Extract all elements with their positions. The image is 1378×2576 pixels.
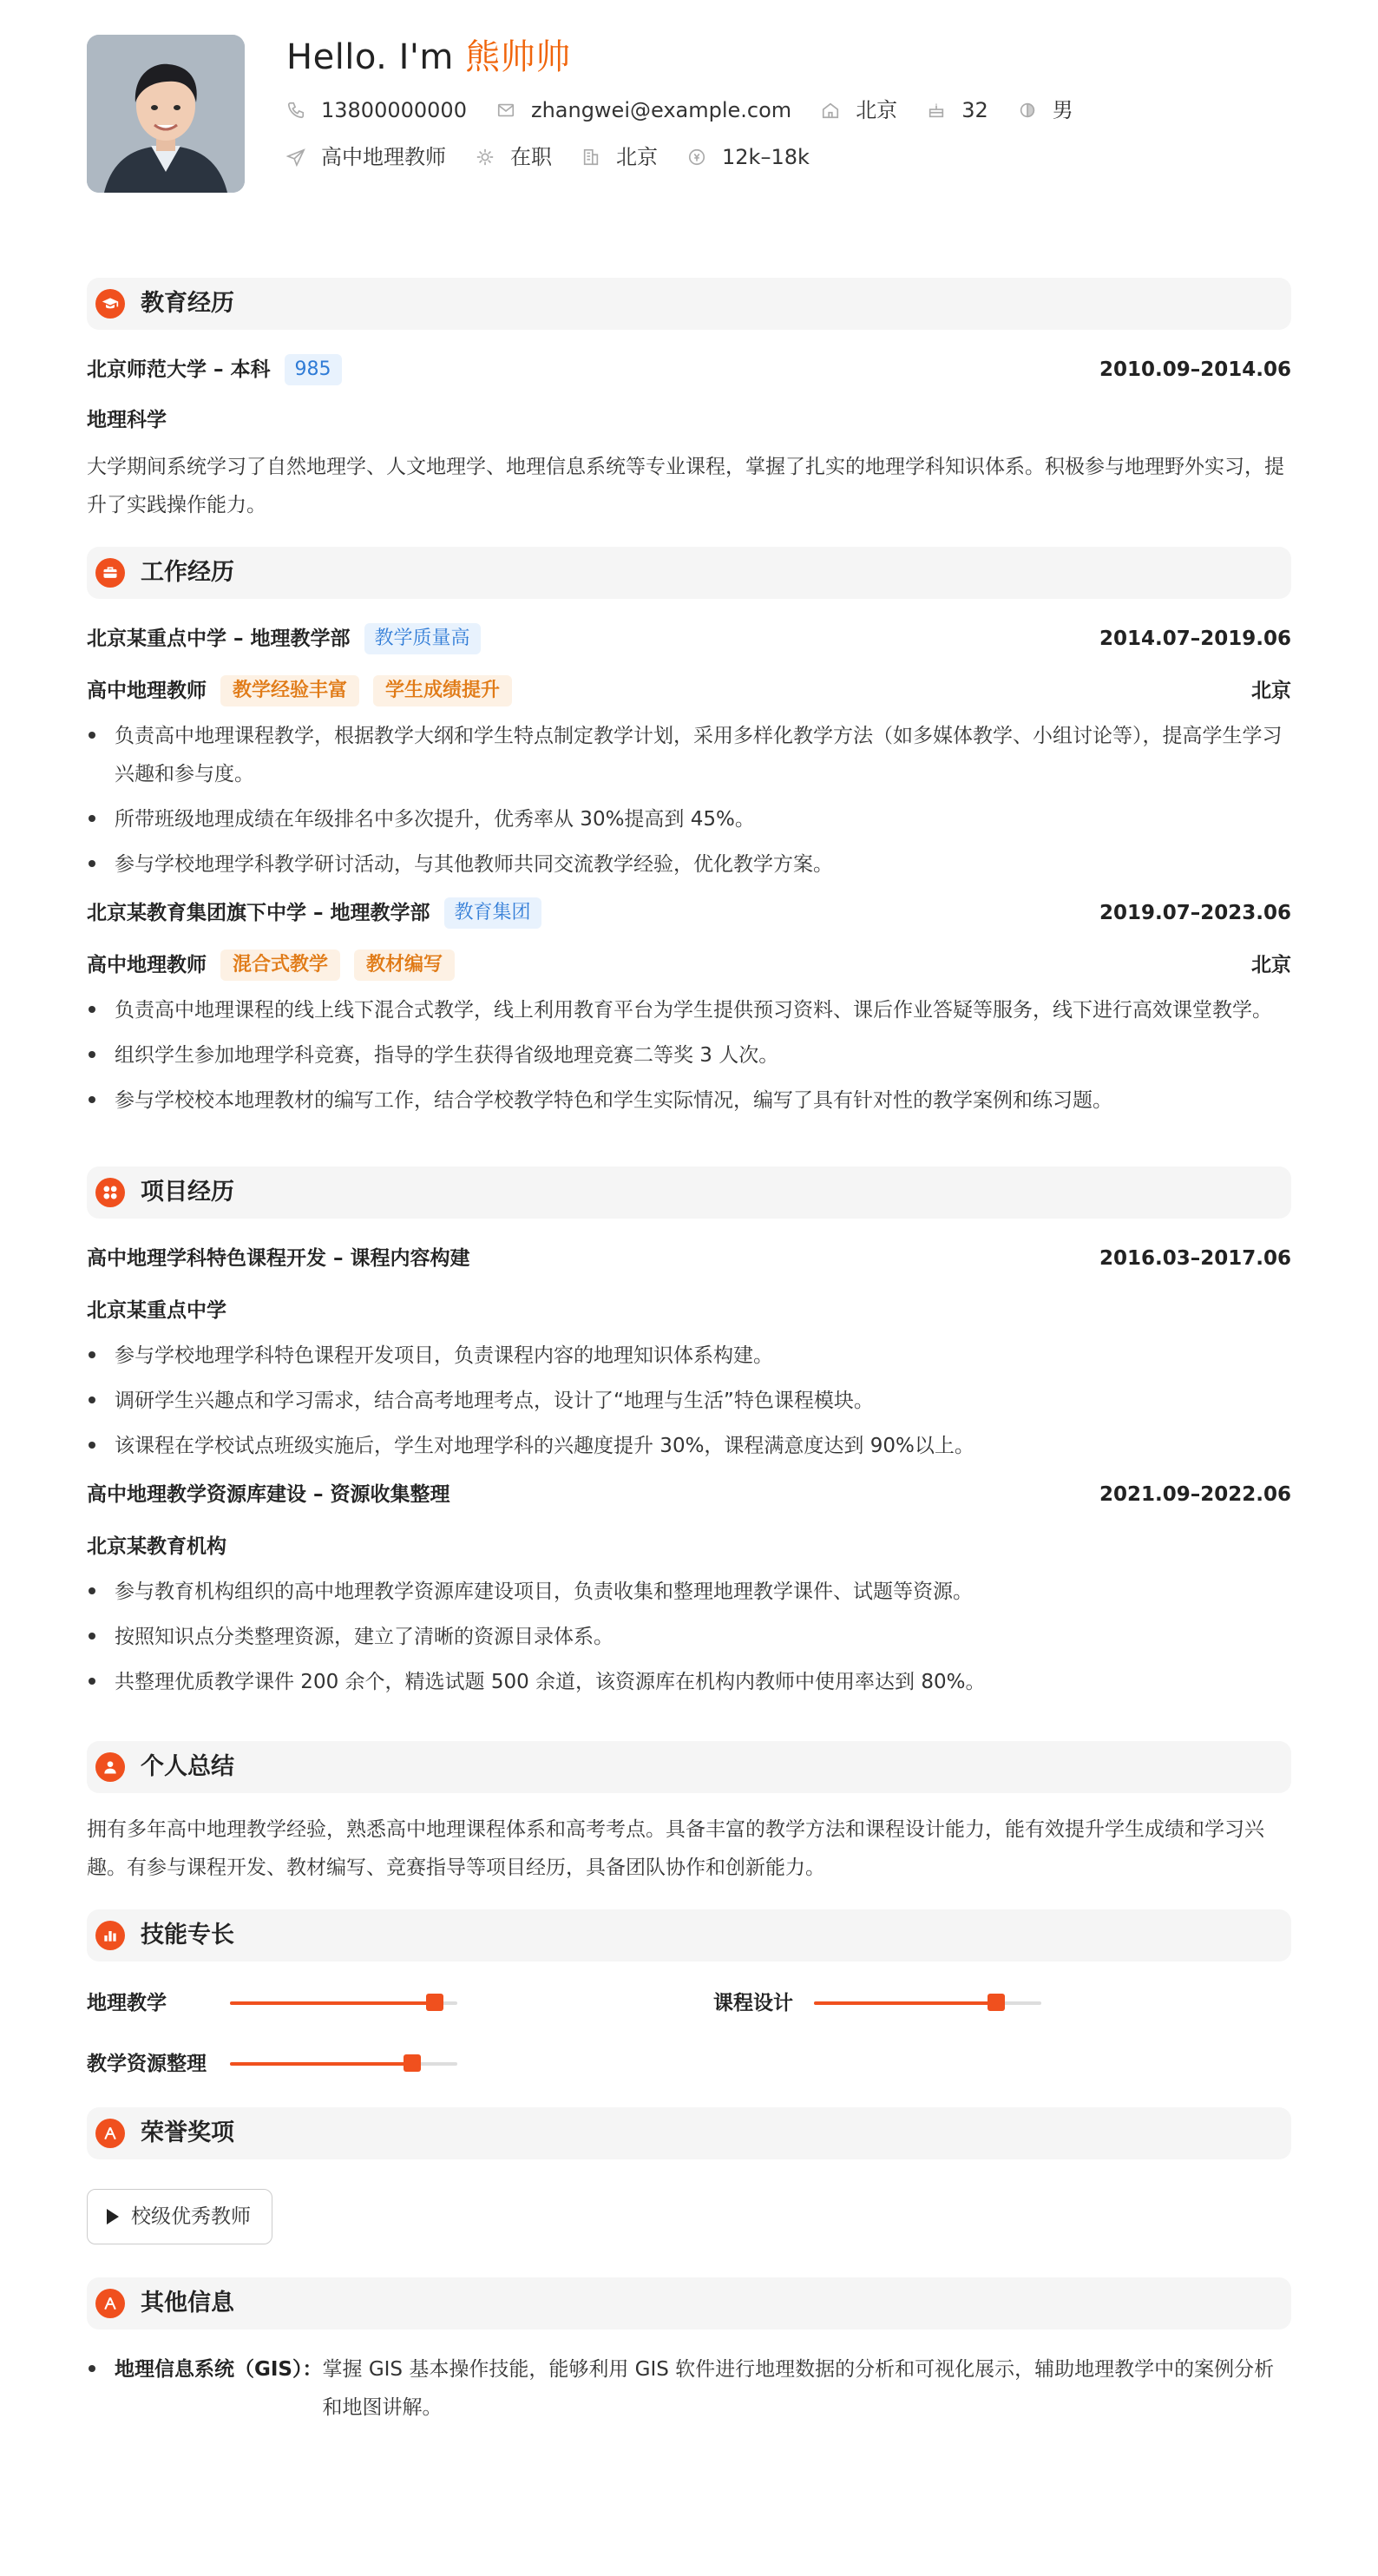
play-icon: [107, 2209, 119, 2224]
home-icon: [821, 101, 840, 120]
info-row-job: [286, 141, 1103, 174]
list-item: 参与学校地理学科特色课程开发项目，负责课程内容的地理知识体系构建。: [87, 1337, 1291, 1375]
avatar-portrait-icon: [87, 35, 245, 193]
list-item: 参与学校地理学科教学研讨活动，与其他教师共同交流教学经验，优化教学方案。: [87, 845, 1291, 884]
education-date: 2010.09–2014.06: [1099, 358, 1291, 381]
phone-text: 13800000000: [321, 97, 467, 122]
skill-bar-knob: [426, 1994, 443, 2011]
summary-text: 拥有多年高中地理教学经验，熟悉高中地理课程体系和高考考点。具备丰富的教学方法和课程设计能力，能有效提升学生成绩和学习兴趣。有参与课程开发、教材编写、竞赛指导等项目经历，具备团队协作和创新能力。: [87, 1818, 1264, 1879]
project-org: 北京某教育机构: [87, 1534, 226, 1558]
section-title-other: 其他信息: [141, 2290, 234, 2317]
education-row: [87, 352, 1291, 387]
work-company: 北京某重点中学 – 地理教学部: [87, 627, 351, 650]
work-company-row: [87, 621, 1291, 656]
greeting: [286, 35, 1103, 80]
header-info: [286, 35, 1103, 174]
info-status: [476, 141, 552, 174]
work-entry: [87, 896, 1291, 1120]
skill-name: 课程设计: [713, 1991, 793, 2014]
gender-text: 男: [1052, 97, 1073, 122]
skill-bar-fill: [814, 2001, 996, 2005]
work-date: 2019.07–2023.06: [1099, 901, 1291, 924]
skill-bar-knob: [988, 1994, 1005, 2011]
section-title-awards: 荣誉奖项: [141, 2119, 234, 2147]
award-label: 校级优秀教师: [131, 2205, 251, 2228]
list-item: 该课程在学校试点班级实施后，学生对地理学科的兴趣度提升 30%，课程满意度达到 90%以上。: [87, 1427, 1291, 1465]
skill-bar-fill: [230, 2001, 435, 2005]
list-item: 调研学生兴趣点和学习需求，结合高考地理考点，设计了“地理与生活”特色课程模块。: [87, 1382, 1291, 1420]
work-role-row: [87, 674, 1291, 708]
project-entry: [87, 1477, 1291, 1701]
work-company-tag: 教学质量高: [364, 623, 481, 654]
work-role-row: [87, 948, 1291, 982]
work-role-tag: 学生成绩提升: [373, 675, 512, 706]
work-role-tag: 混合式教学: [220, 950, 340, 981]
work-city: 北京: [1251, 679, 1291, 702]
mail-icon: [496, 101, 515, 120]
award-icon: [95, 2119, 125, 2148]
project-org-row: [87, 1293, 1291, 1328]
section-education: [87, 278, 1291, 330]
work-company: 北京某教育集团旗下中学 – 地理教学部: [87, 901, 430, 924]
info-row-contact: [286, 94, 1103, 127]
briefcase-icon: [95, 558, 125, 588]
project-org-row: [87, 1529, 1291, 1564]
work-entry: [87, 621, 1291, 884]
school-tag: 985: [285, 354, 342, 385]
project-date: 2016.03–2017.06: [1099, 1246, 1291, 1270]
skill-bar-fill: [230, 2062, 412, 2066]
info-age: [927, 94, 988, 127]
info-gender: [1018, 94, 1073, 127]
resume-header: [87, 35, 1291, 208]
section-awards: [87, 2107, 1291, 2159]
section-title-skills: 技能专长: [141, 1922, 234, 1949]
list-item: 负责高中地理课程教学，根据教学大纲和学生特点制定教学计划，采用多样化教学方法（如多媒体教学、小组讨论等），提高学生学习兴趣和参与度。: [87, 717, 1291, 793]
greeting-prefix: Hello. I'm: [286, 37, 454, 77]
other-key: 地理信息系统（GIS）：: [115, 2358, 323, 2381]
education-major: 地理科学: [87, 408, 167, 431]
work-date: 2014.07–2019.06: [1099, 627, 1291, 650]
skill-bar: [230, 2062, 457, 2066]
work-city: 北京: [1251, 953, 1291, 976]
send-icon: [286, 148, 305, 167]
skill-item: [87, 1982, 713, 2024]
section-title-summary: 个人总结: [141, 1753, 234, 1781]
skill-bar-knob: [404, 2054, 421, 2072]
list-item: 所带班级地理成绩在年级排名中多次提升，优秀率从 30%提高到 45%。: [87, 800, 1291, 838]
award-item[interactable]: [87, 2189, 272, 2244]
work-role-tag: 教学经验丰富: [220, 675, 359, 706]
info-phone: [286, 94, 467, 127]
list-item: 按照知识点分类整理资源，建立了清晰的资源目录体系。: [87, 1618, 1291, 1656]
education-desc: 大学期间系统学习了自然地理学、人文地理学、地理信息系统等专业课程，掌握了扎实的地理学科知识体系。积极参与地理野外实习，提升了实践操作能力。: [87, 456, 1284, 516]
work-role: 高中地理教师: [87, 679, 207, 702]
list-item: 负责高中地理课程的线上线下混合式教学，线上利用教育平台为学生提供预习资料、课后作业答疑等服务，线下进行高效课堂教学。: [87, 991, 1291, 1029]
work-company-tag: 教育集团: [444, 897, 541, 929]
home-city-text: 北京: [856, 97, 898, 122]
project-org: 北京某重点中学: [87, 1298, 226, 1322]
project-bullets: [87, 1573, 1291, 1701]
work-company-row: [87, 896, 1291, 930]
skill-bar: [814, 2001, 1041, 2005]
project-bullets: [87, 1337, 1291, 1465]
info-home-city: [821, 94, 897, 127]
list-item: [87, 2350, 1291, 2427]
bar-chart-icon: [95, 1921, 125, 1950]
phone-icon: [286, 101, 305, 120]
school-name: 北京师范大学 – 本科: [87, 358, 271, 381]
project-title: 高中地理学科特色课程开发 – 课程内容构建: [87, 1246, 470, 1270]
work-bullets: [87, 717, 1291, 884]
skills-grid: [87, 1982, 1291, 2085]
avatar: [87, 35, 245, 193]
email-text: zhangwei@example.com: [530, 97, 792, 122]
other-list: [87, 2350, 1291, 2427]
list-item: 参与学校校本地理教材的编写工作，结合学校教学特色和学生实际情况，编写了具有针对性的教学案例和练习题。: [87, 1081, 1291, 1120]
status-icon: [476, 148, 495, 167]
project-title-row: [87, 1241, 1291, 1276]
cake-icon: [927, 101, 946, 120]
work-bullets: [87, 991, 1291, 1120]
skill-bar: [230, 2001, 457, 2005]
skill-name: 地理教学: [87, 1991, 167, 2014]
work-role: 高中地理教师: [87, 953, 207, 976]
project-date: 2021.09–2022.06: [1099, 1482, 1291, 1506]
money-icon: [687, 148, 706, 167]
section-other: [87, 2277, 1291, 2330]
skill-item: [713, 1982, 1321, 2024]
section-summary: [87, 1741, 1291, 1793]
info-job-title: [286, 141, 446, 174]
building-icon: [581, 148, 600, 167]
section-title-work: 工作经历: [141, 559, 234, 587]
gender-icon: [1018, 101, 1037, 120]
section-title-projects: 项目经历: [141, 1179, 234, 1206]
education-major-row: [87, 403, 1291, 437]
info-work-city: [581, 141, 658, 174]
candidate-name: 熊帅帅: [465, 37, 571, 77]
project-title: 高中地理教学资源库建设 – 资源收集整理: [87, 1482, 450, 1506]
work-role-tag: 教材编写: [354, 950, 455, 981]
job-title-text: 高中地理教师: [321, 144, 446, 169]
list-item: 参与教育机构组织的高中地理教学资源库建设项目，负责收集和整理地理教学课件、试题等资源。: [87, 1573, 1291, 1611]
skill-item: [87, 2043, 713, 2085]
age-text: 32: [961, 97, 988, 122]
section-title-education: 教育经历: [141, 290, 234, 318]
salary-text: 12k–18k: [722, 144, 810, 169]
other-value: 掌握 GIS 基本操作技能，能够利用 GIS 软件进行地理数据的分析和可视化展示，辅助地理教学中的案例分析和地图讲解。: [322, 2358, 1275, 2419]
status-text: 在职: [510, 144, 552, 169]
section-projects: [87, 1166, 1291, 1219]
section-skills: [87, 1909, 1291, 1962]
section-work: [87, 547, 1291, 599]
grid-icon: [95, 1178, 125, 1207]
list-item: 共整理优质教学课件 200 余个，精选试题 500 余道，该资源库在机构内教师中使用率达到 80%。: [87, 1663, 1291, 1701]
info-salary: [687, 141, 810, 174]
user-icon: [95, 1752, 125, 1782]
project-title-row: [87, 1477, 1291, 1512]
project-entry: [87, 1241, 1291, 1465]
graduation-cap-icon: [95, 289, 125, 319]
skill-name: 教学资源整理: [87, 2052, 207, 2075]
list-item: 组织学生参加地理学科竞赛，指导的学生获得省级地理竞赛二等奖 3 人次。: [87, 1036, 1291, 1074]
info-email: [496, 94, 791, 127]
work-city-text: 北京: [616, 144, 658, 169]
info-letter-icon: [95, 2289, 125, 2318]
